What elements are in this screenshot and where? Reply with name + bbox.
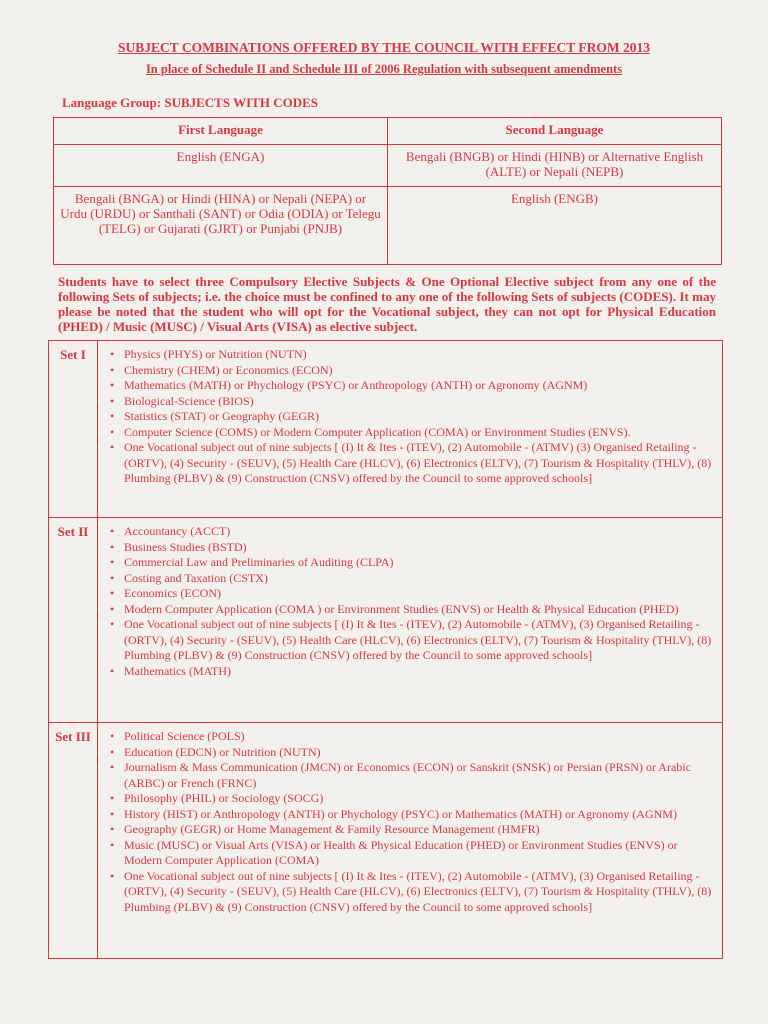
language-cell: Bengali (BNGB) or Hindi (HINB) or Alternative English (ALTE) or Nepali (NEPB) <box>388 145 722 187</box>
list-item: • Statistics (STAT) or Geography (GEGR) <box>124 409 712 425</box>
list-item: • Physics (PHYS) or Nutrition (NUTN) <box>124 347 712 363</box>
page-title: SUBJECT COMBINATIONS OFFERED BY THE COUNCIL WITH EFFECT FROM 2013 <box>118 40 650 55</box>
list-item: • Business Studies (BSTD) <box>124 540 712 556</box>
language-cell: English (ENGA) <box>54 145 388 187</box>
language-cell: Bengali (BNGA) or Hindi (HINA) or Nepali (NEPA) or Urdu (URDU) or Santhali (SANT) or Odia (ODIA) or Telegu (TELG) or Gujarati (GJRT) or Punjabi (PNJB) <box>54 187 388 265</box>
list-item: • Commercial Law and Preliminaries of Auditing (CLPA) <box>124 555 712 571</box>
subject-list <box>104 524 712 679</box>
subject-sets-table <box>48 340 723 959</box>
list-item: • Economics (ECON) <box>124 586 712 602</box>
list-item: • One Vocational subject out of nine subjects [ (I) It & Ites - (ITEV), (2) Automobile - (ATMV), (3) Organised Retailing - (ORTV), (4) Security - (SEUV), (5) Health Care (HLCV), (6) Electronics (ELTV), (7) Tourism & Hospitality (THLV), (8) Plumbing (PLBV) & (9) Construction (CNSV) offered by the Council to some approved schools] <box>124 617 712 664</box>
language-table <box>53 117 722 265</box>
list-item: • Modern Computer Application (COMA ) or Environment Studies (ENVS) or Health & Physical Education (PHED) <box>124 602 712 618</box>
set-label: Set I <box>49 341 98 518</box>
subject-list <box>104 347 712 487</box>
list-item: • Chemistry (CHEM) or Economics (ECON) <box>124 363 712 379</box>
set-label: Set III <box>49 723 98 959</box>
subject-list <box>104 729 712 915</box>
list-item: • Music (MUSC) or Visual Arts (VISA) or Health & Physical Education (PHED) or Environment Studies (ENVS) or Modern Computer Application (COMA) <box>124 838 712 869</box>
list-item: • Accountancy (ACCT) <box>124 524 712 540</box>
list-item: • Costing and Taxation (CSTX) <box>124 571 712 587</box>
list-item: • Journalism & Mass Communication (JMCN) or Economics (ECON) or Sanskrit (SNSK) or Persian (PRSN) or Arabic (ARBC) or French (FRNC) <box>124 760 712 791</box>
list-item: • Biological-Science (BIOS) <box>124 394 712 410</box>
first-language-header: First Language <box>54 118 388 145</box>
list-item: • Geography (GEGR) or Home Management & Family Resource Management (HMFR) <box>124 822 712 838</box>
list-item: • Education (EDCN) or Nutrition (NUTN) <box>124 745 712 761</box>
language-group-heading: Language Group: SUBJECTS WITH CODES <box>62 95 318 110</box>
list-item: • History (HIST) or Anthropology (ANTH) or Phychology (PSYC) or Mathematics (MATH) or Agronomy (AGNM) <box>124 807 712 823</box>
set-row <box>49 723 723 959</box>
list-item: • Computer Science (COMS) or Modern Computer Application (COMA) or Environment Studies (ENVS). <box>124 425 712 441</box>
set-row <box>49 341 723 518</box>
list-item: • Political Science (POLS) <box>124 729 712 745</box>
list-item: • One Vocational subject out of nine subjects [ (I) It & Ites - (ITEV), (2) Automobile - (ATMV) (3) Organised Retailing - (ORTV), (4) Security - (SEUV), (5) Health Care (HLCV), (6) Electronics (ELTV), (7) Tourism & Hospitality (THLV), (8) Plumbing (PLBV) & (9) Construction (CNSV) offered by the Council to some approved schools] <box>124 440 712 487</box>
list-item: • One Vocational subject out of nine subjects [ (I) It & Ites - (ITEV), (2) Automobile - (ATMV), (3) Organised Retailing - (ORTV), (4) Security - (SEUV), (5) Health Care (HLCV), (6) Electronics (ELTV), (7) Tourism & Hospitality (THLV), (8) Plumbing (PLBV) & (9) Construction (CNSV) offered by the Council to some approved schools] <box>124 869 712 916</box>
set-row <box>49 518 723 723</box>
list-item: • Philosophy (PHIL) or Sociology (SOCG) <box>124 791 712 807</box>
list-item: • Mathematics (MATH) or Phychology (PSYC) or Anthropology (ANTH) or Agronomy (AGNM) <box>124 378 712 394</box>
page-subtitle: In place of Schedule II and Schedule III of 2006 Regulation with subsequent amendments <box>145 62 623 76</box>
notice-paragraph: Students have to select three Compulsory Elective Subjects & One Optional Elective subject from any one of the following Sets of subjects; i.e. the choice must be confined to any one of the following Sets of subjects (CODES). It may please be noted that the student who will opt for the Vocational subject, they can not opt for Physical Education (PHED) / Music (MUSC) / Visual Arts (VISA) as elective subject. <box>58 274 716 334</box>
second-language-header: Second Language <box>388 118 722 145</box>
language-cell: English (ENGB) <box>388 187 722 265</box>
list-item: • Mathematics (MATH) <box>124 664 712 680</box>
set-label: Set II <box>49 518 98 723</box>
